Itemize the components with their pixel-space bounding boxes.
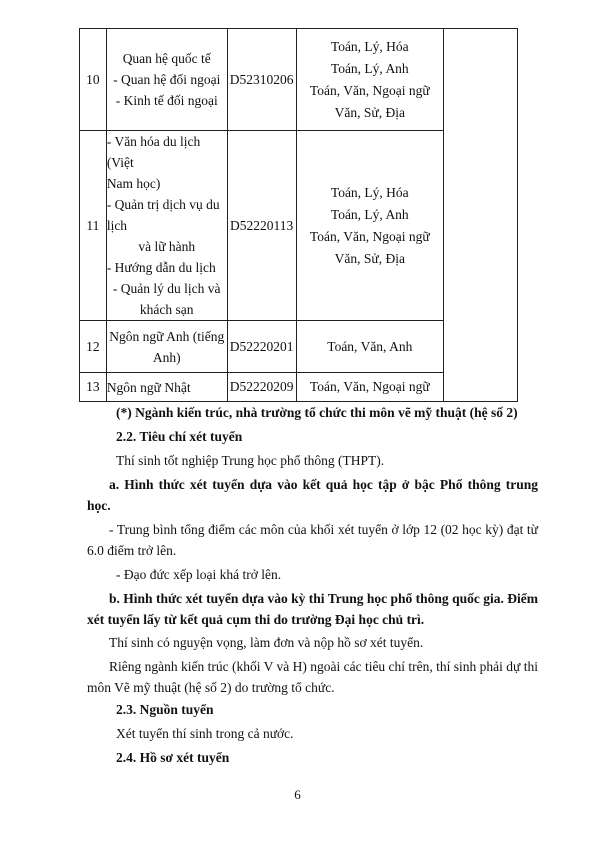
major-name-cell: Quan hệ quốc tế - Quan hệ đối ngoại - Kinh tế đối ngoại — [106, 29, 227, 131]
subject-combos-cell: Toán, Văn, Ngoại ngữ — [296, 373, 443, 402]
paragraph: - Đạo đức xếp loại khá trở lên. — [116, 567, 282, 582]
paragraph: - Trung bình tổng điểm các môn của khối xét tuyển ở lớp 12 (02 học kỳ) đạt từ 6.0 điểm trở lên. — [87, 522, 538, 558]
subject-combos-cell: Toán, Văn, Anh — [296, 321, 443, 373]
section-heading-2-2: 2.2. Tiêu chí xét tuyển — [116, 429, 243, 444]
major-name-cell: Ngôn ngữ Nhật — [106, 373, 227, 402]
major-code: D52310206 — [227, 29, 296, 131]
row-number: 12 — [80, 321, 107, 373]
section-heading-a: a. Hình thức xét tuyển dựa vào kết quả học tập ở bậc Phổ thông trung học. — [87, 477, 538, 513]
row-number: 13 — [80, 373, 107, 402]
major-code: D52220201 — [227, 321, 296, 373]
row-number: 10 — [80, 29, 107, 131]
major-name-cell: - Văn hóa du lịch (Việt Nam học) - Quản trị dịch vụ du lịch và lữ hành - Hướng dẫn du lịch - Quản lý du lịch và khách sạn — [106, 131, 227, 321]
table-row — [80, 29, 518, 131]
section-heading-2-4: 2.4. Hồ sơ xét tuyển — [116, 750, 230, 765]
paragraph: Riêng ngành kiến trúc (khối V và H) ngoài các tiêu chí trên, thí sinh phải dự thi môn Vẽ mỹ thuật (hệ số 2) do trường tổ chức. — [87, 659, 538, 695]
section-heading-b: b. Hình thức xét tuyển dựa vào kỳ thi Trung học phổ thông quốc gia. Điểm xét tuyển lấy từ kết quả cụm thi do trường Đại học chủ trì. — [87, 591, 538, 627]
empty-column — [444, 29, 518, 402]
paragraph: Xét tuyển thí sinh trong cả nước. — [116, 726, 294, 741]
row-number: 11 — [80, 131, 107, 321]
major-code: D52220113 — [227, 131, 296, 321]
paragraph: Thí sinh tốt nghiệp Trung học phổ thông (THPT). — [116, 453, 385, 468]
section-heading-2-3: 2.3. Nguồn tuyển — [116, 702, 214, 717]
subject-combos-cell: Toán, Lý, Hóa Toán, Lý, Anh Toán, Văn, Ngoại ngữ Văn, Sử, Địa — [296, 131, 443, 321]
architecture-note: (*) Ngành kiến trúc, nhà trường tổ chức thi môn vẽ mỹ thuật (hệ số 2) — [116, 405, 518, 420]
majors-table — [79, 28, 518, 402]
major-code: D52220209 — [227, 373, 296, 402]
page-number: 6 — [294, 787, 301, 802]
paragraph: Thí sinh có nguyện vọng, làm đơn và nộp hồ sơ xét tuyển. — [109, 635, 424, 650]
subject-combos-cell: Toán, Lý, Hóa Toán, Lý, Anh Toán, Văn, Ngoại ngữ Văn, Sử, Địa — [296, 29, 443, 131]
major-name-cell: Ngôn ngữ Anh (tiếng Anh) — [106, 321, 227, 373]
